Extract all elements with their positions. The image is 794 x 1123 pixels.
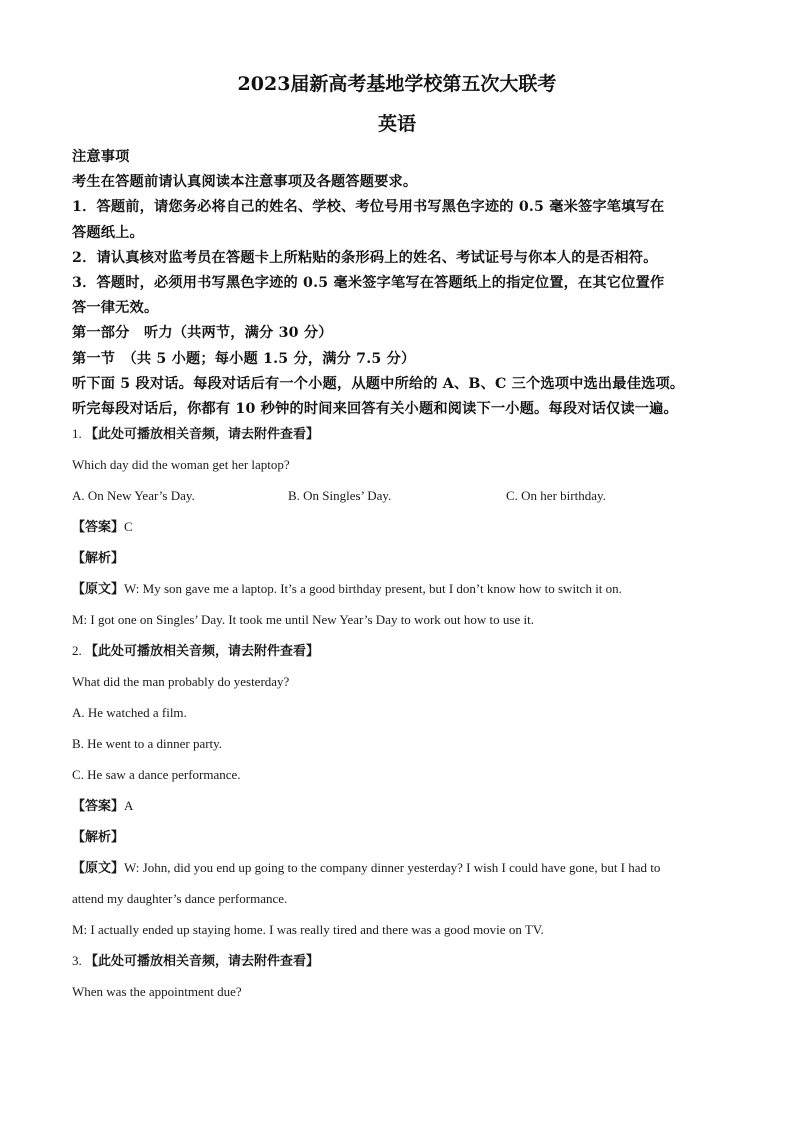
question-2-transcript-line-3: M: I actually ended up staying home. I was really tired and there was a good movie on TV. [72,922,544,937]
answer-value: A [124,798,134,813]
instruction-line-2: 听完每段对话后，你都有 10 秒钟的时间来回答有关小题和阅读下一小题。每段对话仅读一遍。 [72,401,678,418]
question-3-header [72,945,732,976]
notes-item-3-line-2: 答一律无效。 [72,300,159,317]
question-1-prompt: Which day did the woman get her laptop? [72,457,290,472]
question-1-analysis-label: 【解析】 [72,550,125,565]
question-1-options [72,480,732,511]
audio-note: 【此处可播放相关音频，请去附件查看】 [85,643,320,658]
option-c: C. On her birthday. [506,488,606,503]
answer-value: C [124,519,133,534]
question-number: 2. [72,643,82,658]
question-number: 3. [72,953,82,968]
question-2-transcript-line-2: attend my daughter’s dance performance. [72,891,288,906]
question-1-transcript-line-1 [72,573,732,604]
transcript-label: 【原文】 [72,581,125,596]
question-2-analysis-label: 【解析】 [72,829,125,844]
exam-notes [72,145,732,422]
question-2-header [72,635,732,666]
exam-title: 2023届新高考基地学校第五次大联考 [237,73,557,95]
notes-item-3-line-1: 3．答题时，必须用书写黑色字迹的 0.5 毫米签字笔写在答题纸上的指定位置，在其它位置作 [72,275,665,292]
notes-item-1-line-1: 1．答题前，请您务必将自己的姓名、学校、考位号用书写黑色字迹的 0.5 毫米签字笔填写在 [72,199,665,216]
notes-heading: 注意事项 [72,149,130,165]
notes-intro: 考生在答题前请认真阅读本注意事项及各题答题要求。 [72,174,418,191]
audio-note: 【此处可播放相关音频，请去附件查看】 [85,426,320,441]
transcript-text: W: My son gave me a laptop. It’s a good birthday present, but I don’t know how to switch it on. [124,581,622,596]
option-c: C. He saw a dance performance. [72,767,241,782]
question-2-answer [72,790,732,821]
answer-label: 【答案】 [72,798,125,813]
option-b: B. He went to a dinner party. [72,736,223,751]
transcript-text: W: John, did you end up going to the company dinner yesterday? I wish I could have gone, but I had to [124,860,661,875]
option-a: A. On New Year’s Day. [72,488,195,503]
question-1-transcript-line-2: M: I got one on Singles’ Day. It took me until New Year’s Day to work out how to use it. [72,612,534,627]
option-b: B. On Singles’ Day. [288,488,392,503]
answer-label: 【答案】 [72,519,125,534]
transcript-label: 【原文】 [72,860,125,875]
question-3-prompt: When was the appointment due? [72,984,242,999]
question-list [72,418,732,1007]
question-2-transcript-line-1 [72,852,732,883]
instruction-line-1: 听下面 5 段对话。每段对话后有一个小题，从题中所给的 A、B、C 三个选项中选出最佳选项。 [72,375,685,392]
notes-item-1-line-2: 答题纸上。 [72,224,144,241]
section-1-heading: 第一节 （共 5 小题；每小题 1.5 分，满分 7.5 分） [72,350,416,367]
option-a: A. He watched a film. [72,705,187,720]
question-2-prompt: What did the man probably do yesterday? [72,674,290,689]
question-1-answer [72,511,732,542]
question-number: 1. [72,426,82,441]
question-1-header [72,418,732,449]
subject-title: 英语 [377,113,416,135]
audio-note: 【此处可播放相关音频，请去附件查看】 [85,953,320,968]
notes-item-2: 2．请认真核对监考员在答题卡上所粘贴的条形码上的姓名、考试证号与你本人的是否相符。 [72,249,658,266]
part-1-heading: 第一部分 听力（共两节，满分 30 分） [72,325,333,342]
